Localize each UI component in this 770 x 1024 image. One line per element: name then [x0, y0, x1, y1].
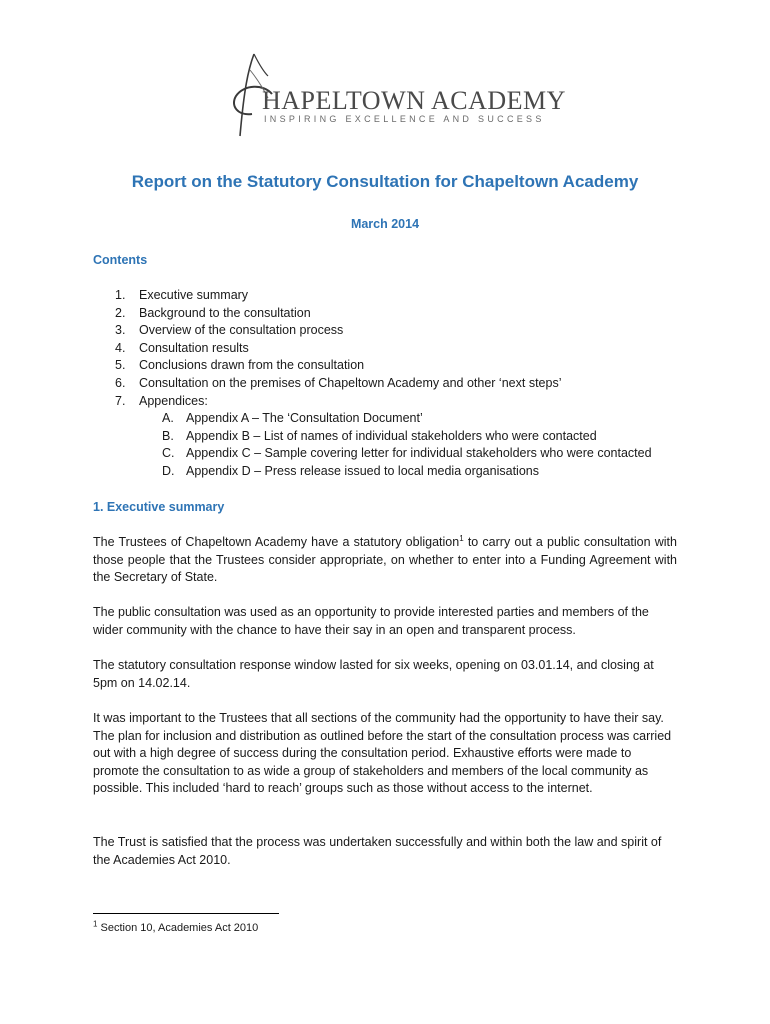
footnote-reference: 1 [459, 533, 464, 543]
toc-appendix-item: D. Appendix D – Press release issued to local media organisations [162, 463, 539, 478]
paragraph-opportunity: The public consultation was used as an opportunity to provide interested parties and members of the wider community with the chance to have their say in an open and transparent process. [93, 605, 649, 637]
toc-item: 5. Conclusions drawn from the consultation [115, 358, 365, 373]
logo-tagline: INSPIRING EXCELLENCE AND SUCCESS [264, 114, 545, 124]
toc-item: 4. Consultation results [115, 340, 249, 355]
toc-item: 3. Overview of the consultation process [115, 323, 344, 338]
contents-heading: Contents [93, 253, 148, 267]
footnote: $^1$ Section 10, Academies Act 2010 [93, 919, 259, 934]
toc-appendix-item: C. Appendix C – Sample covering letter for individual stakeholders who were contacted [162, 446, 652, 461]
paragraph-inclusion: It was important to the Trustees that all sections of the community had the opportunity to have their say. The plan for inclusion and distribution as outlined before the start of the consultation process was carried out with a high degree of success during the consultation period. Exhaustive efforts were made to promote the consultation to as wide a group of stakeholders and members of the local community as possible. This included ‘hard to reach’ groups such as those without access to the internet. [93, 711, 672, 796]
table-of-contents [93, 287, 693, 481]
section-heading-executive-summary: 1. Executive summary [93, 500, 225, 514]
toc-item: 7. Appendices: [115, 393, 208, 408]
toc-appendix-item: A. Appendix A – The ‘Consultation Document’ [162, 411, 423, 426]
toc-item: 2. Background to the consultation [115, 305, 311, 320]
toc-item: 1. Executive summary [115, 288, 249, 302]
footnote-divider [93, 913, 279, 914]
toc-appendix-item: B. Appendix B – List of names of individual stakeholders who were contacted [162, 428, 597, 443]
logo-name: HAPELTOWN ACADEMY [262, 86, 566, 115]
paragraph-obligation: The Trustees of Chapeltown Academy have a statutory obligation$^1$ to carry out a public consultation with those people that the Trustees consider appropriate, on whether to enter into a Funding Agreement with the Secretary of State. [93, 533, 677, 585]
paragraph-conclusion: The Trust is satisfied that the process was undertaken successfully and within both the law and spirit of the Academies Act 2010. [93, 835, 662, 867]
document-title: Report on the Statutory Consultation for Chapeltown Academy [131, 172, 639, 191]
academy-logo [224, 50, 566, 140]
toc-item: 6. Consultation on the premises of Chapeltown Academy and other ‘next steps’ [115, 375, 562, 390]
document-date: March 2014 [350, 217, 420, 231]
paragraph-response-window: The statutory consultation response window lasted for six weeks, opening on 03.01.14, and closing at 5pm on 14.02.14. [93, 658, 654, 690]
